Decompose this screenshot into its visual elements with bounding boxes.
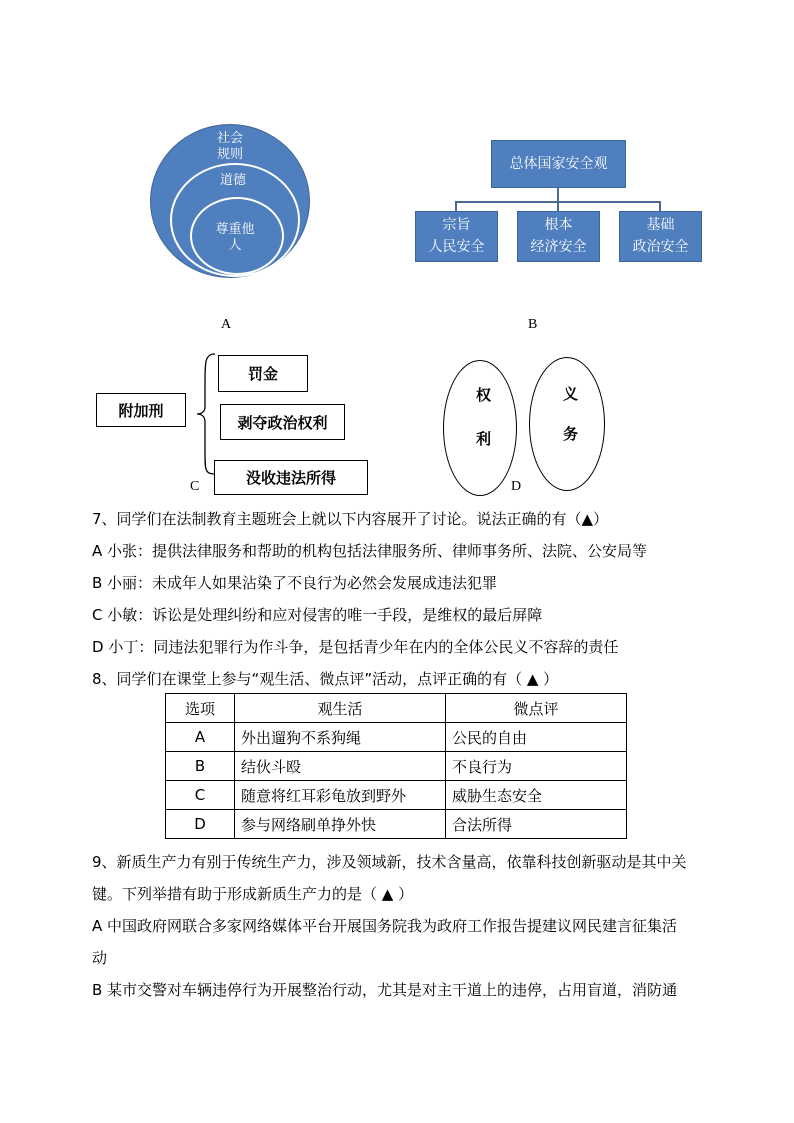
q9-stem-line2: 键。下列举措有助于形成新质生产力的是（ ▲ ） [92, 885, 414, 903]
diagram-c-label: C [190, 479, 200, 494]
cell-comment: 公民的自由 [446, 723, 627, 752]
table-row [166, 810, 627, 839]
q9-option-b-line1: B 某市交警对车辆违停行为开展整治行动，尤其是对主干道上的违停，占用盲道，消防通 [92, 981, 678, 999]
box-line1: 根本 [544, 217, 573, 233]
national-security-box: 总体国家安全观 [491, 140, 626, 188]
cell-life: 结伙斗殴 [235, 752, 446, 781]
rights-char-1: 权 [476, 386, 492, 404]
table-row [166, 781, 627, 810]
diagram-b-label: B [528, 317, 538, 332]
cell-option: B [166, 752, 235, 781]
rights-char-2: 利 [476, 430, 492, 448]
box-line2: 人民安全 [428, 239, 485, 255]
duties-char-1: 义 [563, 385, 579, 403]
inner-circle-label: 尊重他 人 [215, 222, 255, 253]
connector-line [557, 187, 559, 202]
q7-stem: 7、同学们在法制教育主题班会上就以下内容展开了讨论。说法正确的有（▲） [92, 510, 609, 528]
middle-circle-label: 道德 [219, 173, 246, 188]
cell-option: A [166, 723, 235, 752]
q8-table [165, 693, 627, 839]
q7-option-a: A 小张：提供法律服务和帮助的机构包括法律服务所、律师事务所、法院、公安局等 [92, 542, 648, 560]
box-line1: 宗旨 [442, 217, 471, 233]
box-line1: 基础 [646, 217, 675, 233]
duties-char-2: 务 [563, 425, 579, 443]
cell-comment: 威胁生态安全 [446, 781, 627, 810]
box-line2: 政治安全 [632, 239, 689, 255]
cell-life: 外出遛狗不系狗绳 [235, 723, 446, 752]
q7-option-d: D 小丁：同违法犯罪行为作斗争，是包括青少年在内的全体公民义不容辞的责任 [92, 638, 619, 656]
diagram-d-label: D [511, 479, 522, 494]
diagram-a-label: A [221, 317, 232, 332]
foundation-box [517, 211, 600, 262]
supplementary-penalty-box: 附加刑 [96, 393, 186, 427]
q7-option-b: B 小丽：未成年人如果沾染了不良行为必然会发展成违法犯罪 [92, 574, 498, 592]
box-line2: 经济安全 [530, 239, 587, 255]
cell-comment: 不良行为 [446, 752, 627, 781]
header-comment: 微点评 [446, 694, 627, 723]
cell-option: C [166, 781, 235, 810]
purpose-box [415, 211, 498, 262]
cell-comment: 合法所得 [446, 810, 627, 839]
outer-circle-label: 社会 规则 [216, 131, 243, 162]
cell-life: 参与网络刷单挣外快 [235, 810, 446, 839]
header-option: 选项 [166, 694, 235, 723]
q7-option-c: C 小敏：诉讼是处理纠纷和应对侵害的唯一手段，是维权的最后屏障 [92, 606, 543, 624]
fine-box: 罚金 [218, 355, 308, 392]
cell-option: D [166, 810, 235, 839]
table-header-row [166, 694, 627, 723]
basis-box [619, 211, 702, 262]
confiscation-box: 没收违法所得 [214, 460, 368, 495]
table-row [166, 723, 627, 752]
brace-icon [195, 352, 220, 477]
q9-option-a-line1: A 中国政府网联合多家网络媒体平台开展国务院我为政府工作报告提建议网民建言征集活 [92, 917, 678, 935]
deprivation-of-political-rights-box: 剥夺政治权利 [220, 404, 345, 440]
table-row [166, 752, 627, 781]
cell-life: 随意将红耳彩龟放到野外 [235, 781, 446, 810]
header-life: 观生活 [235, 694, 446, 723]
q9-option-a-line2: 动 [92, 949, 108, 967]
q9-stem-line1: 9、新质生产力有别于传统生产力，涉及领域新，技术含量高，依靠科技创新驱动是其中关 [92, 853, 687, 871]
q8-stem: 8、同学们在课堂上参与“观生活、微点评”活动，点评正确的有（ ▲ ） [92, 670, 559, 688]
